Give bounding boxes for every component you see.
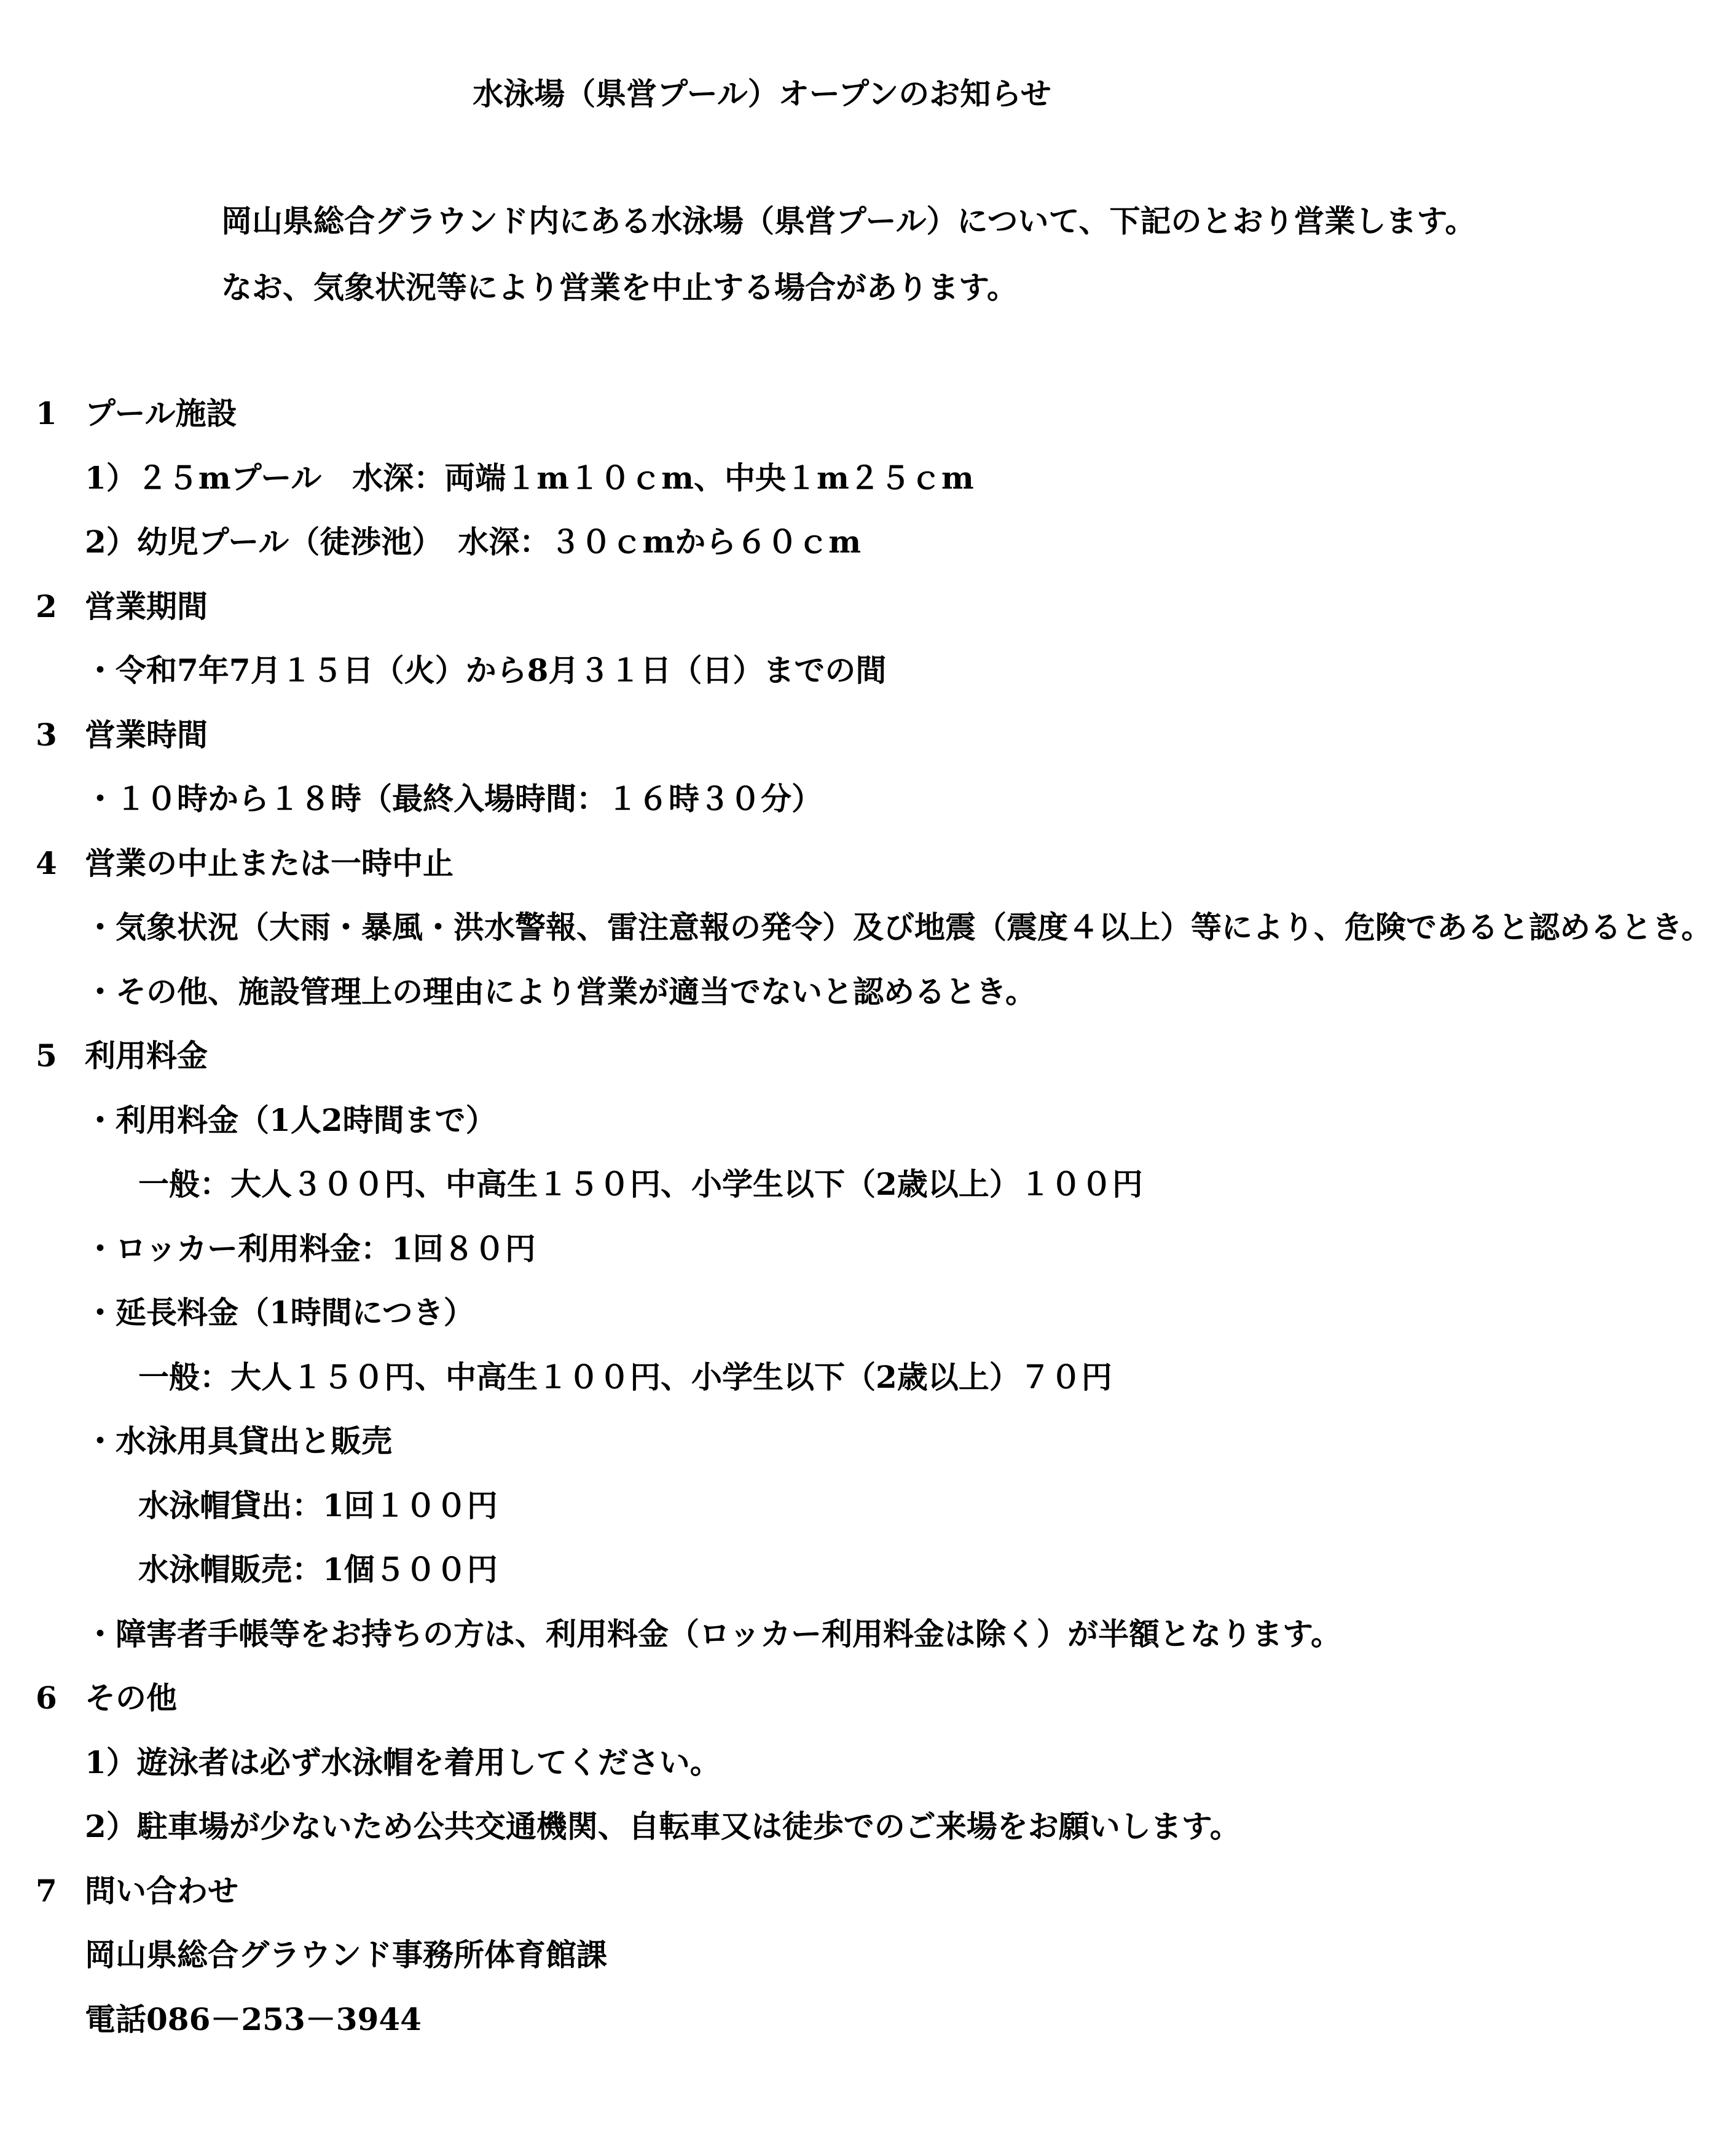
section-number: 2 (36, 588, 57, 624)
section-5-line: ・延長料金（1時間につき） (85, 1294, 474, 1331)
section-number: 7 (36, 1872, 57, 1909)
section-heading-text: 利用料金 (85, 1037, 208, 1074)
section-5-line: ・障害者手帳等をお持ちの方は、利用料金（ロッカー利用料金は除く）が半額となります。 (85, 1615, 1341, 1652)
section-heading-text: 問い合わせ (85, 1872, 238, 1909)
section-5-line: ・ロッカー利用料金：1回８０円 (85, 1230, 536, 1267)
section-4-line: ・その他、施設管理上の理由により営業が適当でないと認めるとき。 (85, 973, 1036, 1010)
section-7-line: 岡山県総合グラウンド事務所体育館課 (85, 1937, 607, 1973)
section-6-line: 1）遊泳者は必ず水泳帽を着用してください。 (85, 1744, 721, 1780)
section-5-line: 水泳帽販売：1個５００円 (138, 1551, 498, 1587)
section-heading-text: 営業時間 (85, 716, 208, 753)
section-5-line: ・水泳用具貸出と販売 (85, 1423, 392, 1459)
section-5-line: 一般：大人３００円、中高生１５０円、小学生以下（2歳以上）１００円 (138, 1166, 1143, 1202)
section-1-line: 1）２５mプール 水深：両端１m１０ｃm、中央１m２５ｃm (85, 459, 974, 496)
section-heading-text: プール施設 (85, 395, 237, 431)
section-5-line: ・利用料金（1人2時間まで） (85, 1101, 497, 1138)
section-number: 4 (36, 844, 57, 881)
section-heading-text: その他 (85, 1680, 177, 1716)
section-number: 5 (36, 1037, 57, 1074)
section-number: 1 (36, 395, 57, 431)
section-number: 3 (36, 716, 57, 753)
intro-paragraph-2: なお、気象状況等により営業を中止する場合があります。 (221, 269, 1018, 305)
section-3-line: ・１０時から１８時（最終入場時間：１６時３０分） (85, 781, 822, 817)
section-6-line: 2）駐車場が少ないため公共交通機関、自転車又は徒歩でのご来場をお願いします。 (85, 1808, 1241, 1844)
section-4-line: ・気象状況（大雨・暴風・洪水警報、雷注意報の発令）及び地震（震度４以上）等により、危険であると認めるとき。 (85, 909, 1712, 945)
section-5-line: 一般：大人１５０円、中高生１００円、小学生以下（2歳以上）７０円 (138, 1358, 1112, 1395)
section-1-line: 2）幼児プール（徒渉池） 水深：３０ｃmから６０ｃm (85, 524, 862, 560)
section-number: 6 (36, 1680, 57, 1716)
section-2-line: ・令和7年7月１５日（火）から8月３１日（日）までの間 (85, 652, 887, 688)
section-heading-text: 営業期間 (85, 588, 208, 624)
section-5-line: 水泳帽貸出：1回１００円 (138, 1487, 498, 1524)
section-7-line: 電話086－253－3944 (85, 2001, 422, 2037)
section-heading-text: 営業の中止または一時中止 (85, 844, 454, 881)
document-title: 水泳場（県営プール）オープンのお知らせ (473, 76, 1051, 112)
intro-paragraph-1: 岡山県総合グラウンド内にある水泳場（県営プール）について、下記のとおり営業します。 (221, 203, 1476, 239)
